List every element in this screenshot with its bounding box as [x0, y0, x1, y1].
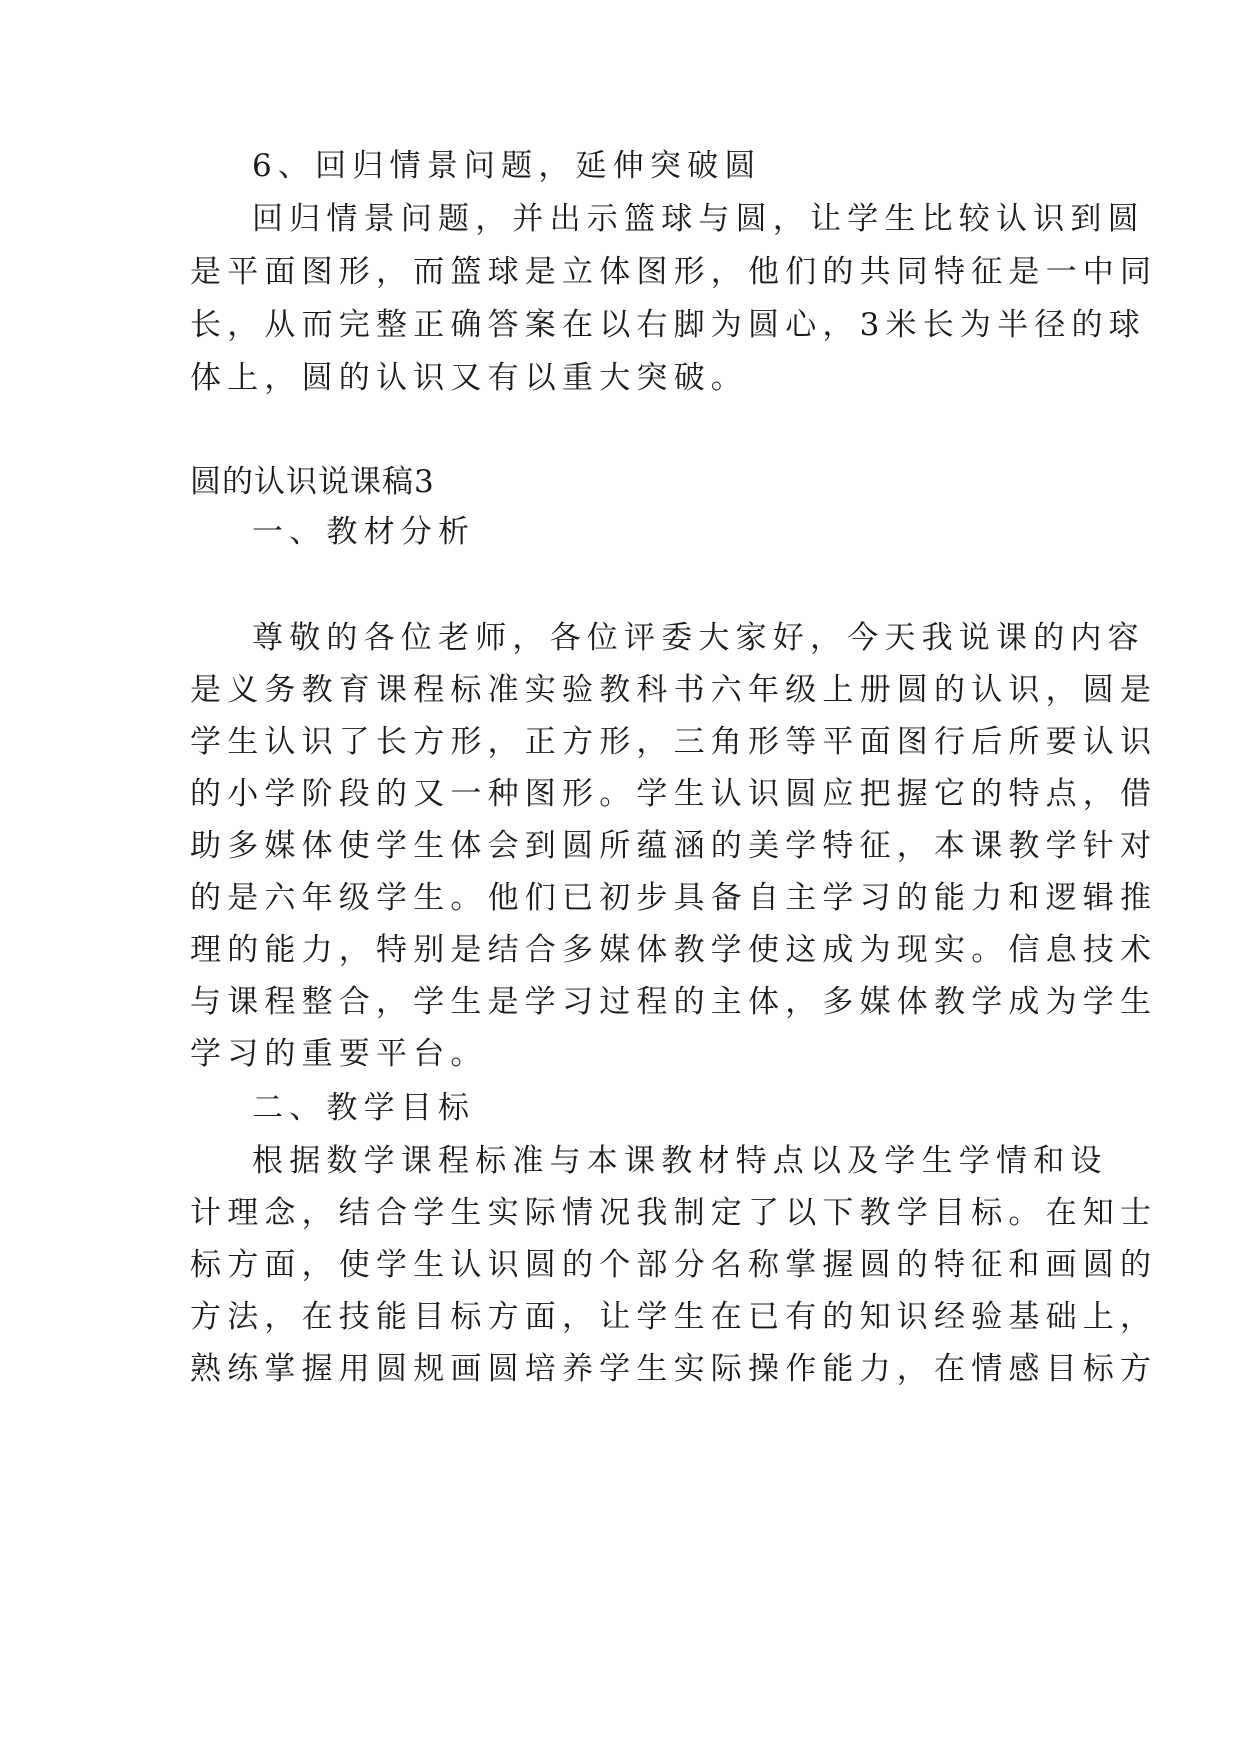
paragraph-line: 回归情景问题，并出示篮球与圆，让学生比较认识到圆 — [252, 201, 1145, 237]
paragraph-line: 学生认识了长方形，正方形，三角形等平面图行后所要认识 — [190, 724, 1158, 760]
paragraph-line: 的小学阶段的又一种图形。学生认识圆应把握它的特点，借 — [190, 776, 1158, 812]
paragraph-line: 长，从而完整正确答案在以右脚为圆心，3米长为半径的球 — [190, 307, 1146, 343]
paragraph-line: 标方面，使学生认识圆的个部分名称掌握圆的特征和画圆的 — [190, 1247, 1158, 1283]
paragraph-line: 的是六年级学生。他们已初步具备自主学习的能力和逻辑推 — [190, 880, 1158, 916]
paragraph-line: 尊敬的各位老师，各位评委大家好，今天我说课的内容 — [252, 620, 1145, 656]
paragraph-line: 根据数学课程标准与本课教材特点以及学生学情和设 — [252, 1143, 1108, 1179]
part-1-heading: 一、教材分析 — [252, 514, 476, 550]
paragraph-line: 是平面图形，而篮球是立体图形，他们的共同特征是一中同 — [190, 254, 1158, 290]
paragraph-line: 是义务教育课程标准实验教科书六年级上册圆的认识，圆是 — [190, 672, 1158, 708]
paragraph-line: 理的能力，特别是结合多媒体教学使这成为现实。信息技术 — [190, 932, 1158, 968]
paragraph-line: 方法，在技能目标方面，让学生在已有的知识经验基础上， — [190, 1299, 1158, 1335]
paragraph-line: 学习的重要平台。 — [190, 1036, 488, 1072]
section-title: 圆的认识说课稿3 — [190, 464, 435, 500]
paragraph-line: 计理念，结合学生实际情况我制定了以下教学目标。在知士 — [190, 1195, 1158, 1231]
section-6-heading: 6、回归情景问题，延伸突破圆 — [252, 148, 762, 184]
paragraph-line: 与课程整合，学生是学习过程的主体，多媒体教学成为学生 — [190, 984, 1158, 1020]
paragraph-line: 熟练掌握用圆规画圆培养学生实际操作能力，在情感目标方 — [190, 1351, 1158, 1387]
paragraph-line: 体上，圆的认识又有以重大突破。 — [190, 360, 748, 396]
paragraph-line: 助多媒体使学生体会到圆所蕴涵的美学特征，本课教学针对 — [190, 828, 1158, 864]
part-2-heading: 二、教学目标 — [252, 1090, 476, 1126]
